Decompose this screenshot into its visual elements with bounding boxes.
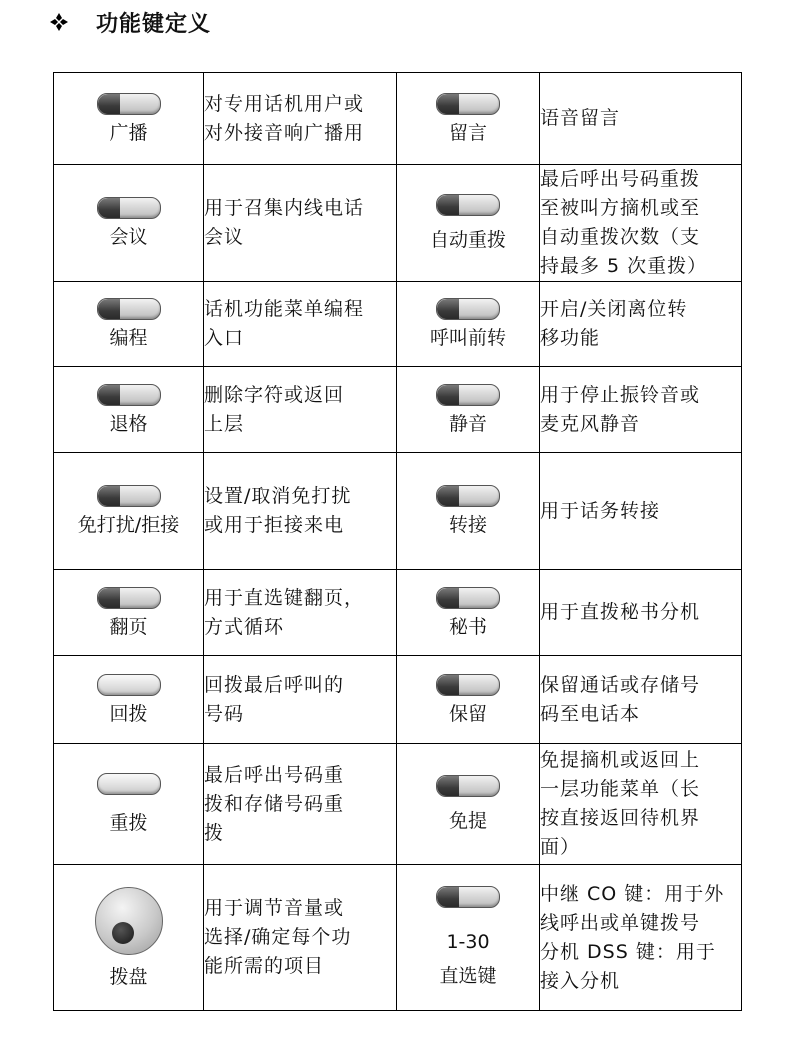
backspace-key-icon [97, 384, 161, 406]
table-row [54, 367, 742, 453]
table-row [54, 453, 742, 570]
handsfree-key-icon [436, 775, 500, 797]
key-description: 用于召集内线电话 会议 [204, 165, 397, 282]
key-cell-call-forward [397, 282, 540, 367]
key-label: 直选键 [439, 964, 497, 987]
key-description: 中继 CO 键：用于外 线呼出或单键拨号 分机 DSS 键：用于 接入分机 [540, 865, 742, 1011]
hold-key-icon [436, 674, 500, 696]
table-row [54, 73, 742, 165]
key-description: 话机功能菜单编程 入口 [204, 282, 397, 367]
key-description: 用于停止振铃音或 麦克风静音 [540, 367, 742, 453]
key-cell-program [54, 282, 204, 367]
dial-wheel-icon [95, 887, 163, 955]
call-forward-key-icon [436, 298, 500, 320]
key-cell-redial [54, 744, 204, 865]
key-cell-mute [397, 367, 540, 453]
key-cell-auto-redial [397, 165, 540, 282]
secretary-key-icon [436, 587, 500, 609]
key-label: 拨盘 [109, 965, 148, 988]
key-description: 用于话务转接 [540, 453, 742, 570]
redial-key-icon [97, 773, 161, 795]
key-cell-dial-wheel [54, 865, 204, 1011]
key-cell-page-flip [54, 570, 204, 656]
key-description: 保留通话或存储号 码至电话本 [540, 656, 742, 744]
key-label: 保留 [448, 702, 487, 725]
conference-key-icon [97, 197, 161, 219]
key-label: 翻页 [109, 615, 148, 638]
key-cell-broadcast [54, 73, 204, 165]
key-cell-conference [54, 165, 204, 282]
key-cell-dnd-reject [54, 453, 204, 570]
key-description: 免提摘机或返回上 一层功能菜单（长 按直接返回待机界 面） [540, 744, 742, 865]
key-label: 秘书 [448, 615, 487, 638]
table-row [54, 656, 742, 744]
table-row [54, 570, 742, 656]
key-description: 用于调节音量或 选择/确定每个功 能所需的项目 [204, 865, 397, 1011]
key-label: 免提 [448, 810, 487, 832]
key-label: 免打扰/拒接 [77, 514, 180, 536]
key-cell-backspace [54, 367, 204, 453]
key-label: 自动重拨 [429, 229, 506, 251]
key-label: 静音 [448, 412, 487, 435]
page-title: 功能键定义 [96, 11, 212, 37]
key-label: 编程 [109, 327, 148, 349]
key-label: 回拨 [109, 702, 148, 725]
key-description: 语音留言 [540, 73, 742, 165]
key-description: 最后呼出号码重 拨和存储号码重 拨 [204, 744, 397, 865]
section-heading [48, 6, 211, 38]
key-label: 广播 [109, 121, 148, 144]
key-description: 设置/取消免打扰 或用于拒接来电 [204, 453, 397, 570]
key-label: 退格 [109, 412, 148, 435]
key-cell-hold [397, 656, 540, 744]
key-description: 用于直选键翻页， 方式循环 [204, 570, 397, 656]
function-key-table [53, 72, 742, 1011]
key-description: 删除字符或返回 上层 [204, 367, 397, 453]
diamond-bullet-icon [48, 11, 70, 33]
mute-key-icon [436, 384, 500, 406]
key-description: 回拨最后呼叫的 号码 [204, 656, 397, 744]
broadcast-key-icon [97, 93, 161, 115]
program-key-icon [97, 298, 161, 320]
key-description: 对专用话机用户或 对外接音响广播用 [204, 73, 397, 165]
transfer-key-icon [436, 485, 500, 507]
key-description: 最后呼出号码重拨 至被叫方摘机或至 自动重拨次数（支 持最多 5 次重拨） [540, 165, 742, 282]
key-cell-transfer [397, 453, 540, 570]
key-label: 会议 [109, 226, 148, 248]
callback-key-icon [97, 674, 161, 696]
key-cell-callback [54, 656, 204, 744]
key-range-label: 1-30 [446, 930, 490, 953]
key-description: 用于直拨秘书分机 [540, 570, 742, 656]
message-key-icon [436, 93, 500, 115]
auto-redial-key-icon [436, 194, 500, 216]
key-label: 重拨 [109, 812, 148, 834]
key-cell-message [397, 73, 540, 165]
page-flip-key-icon [97, 587, 161, 609]
direct-select-key-icon [436, 886, 500, 908]
table-row [54, 744, 742, 865]
table-row [54, 165, 742, 282]
key-label: 呼叫前转 [429, 327, 506, 349]
key-cell-secretary [397, 570, 540, 656]
key-label: 留言 [448, 121, 487, 144]
key-cell-handsfree [397, 744, 540, 865]
table-row [54, 282, 742, 367]
table-row [54, 865, 742, 1011]
dnd-reject-key-icon [97, 485, 161, 507]
key-cell-direct-select [397, 865, 540, 1011]
key-label: 转接 [448, 514, 487, 536]
key-description: 开启/关闭离位转 移功能 [540, 282, 742, 367]
